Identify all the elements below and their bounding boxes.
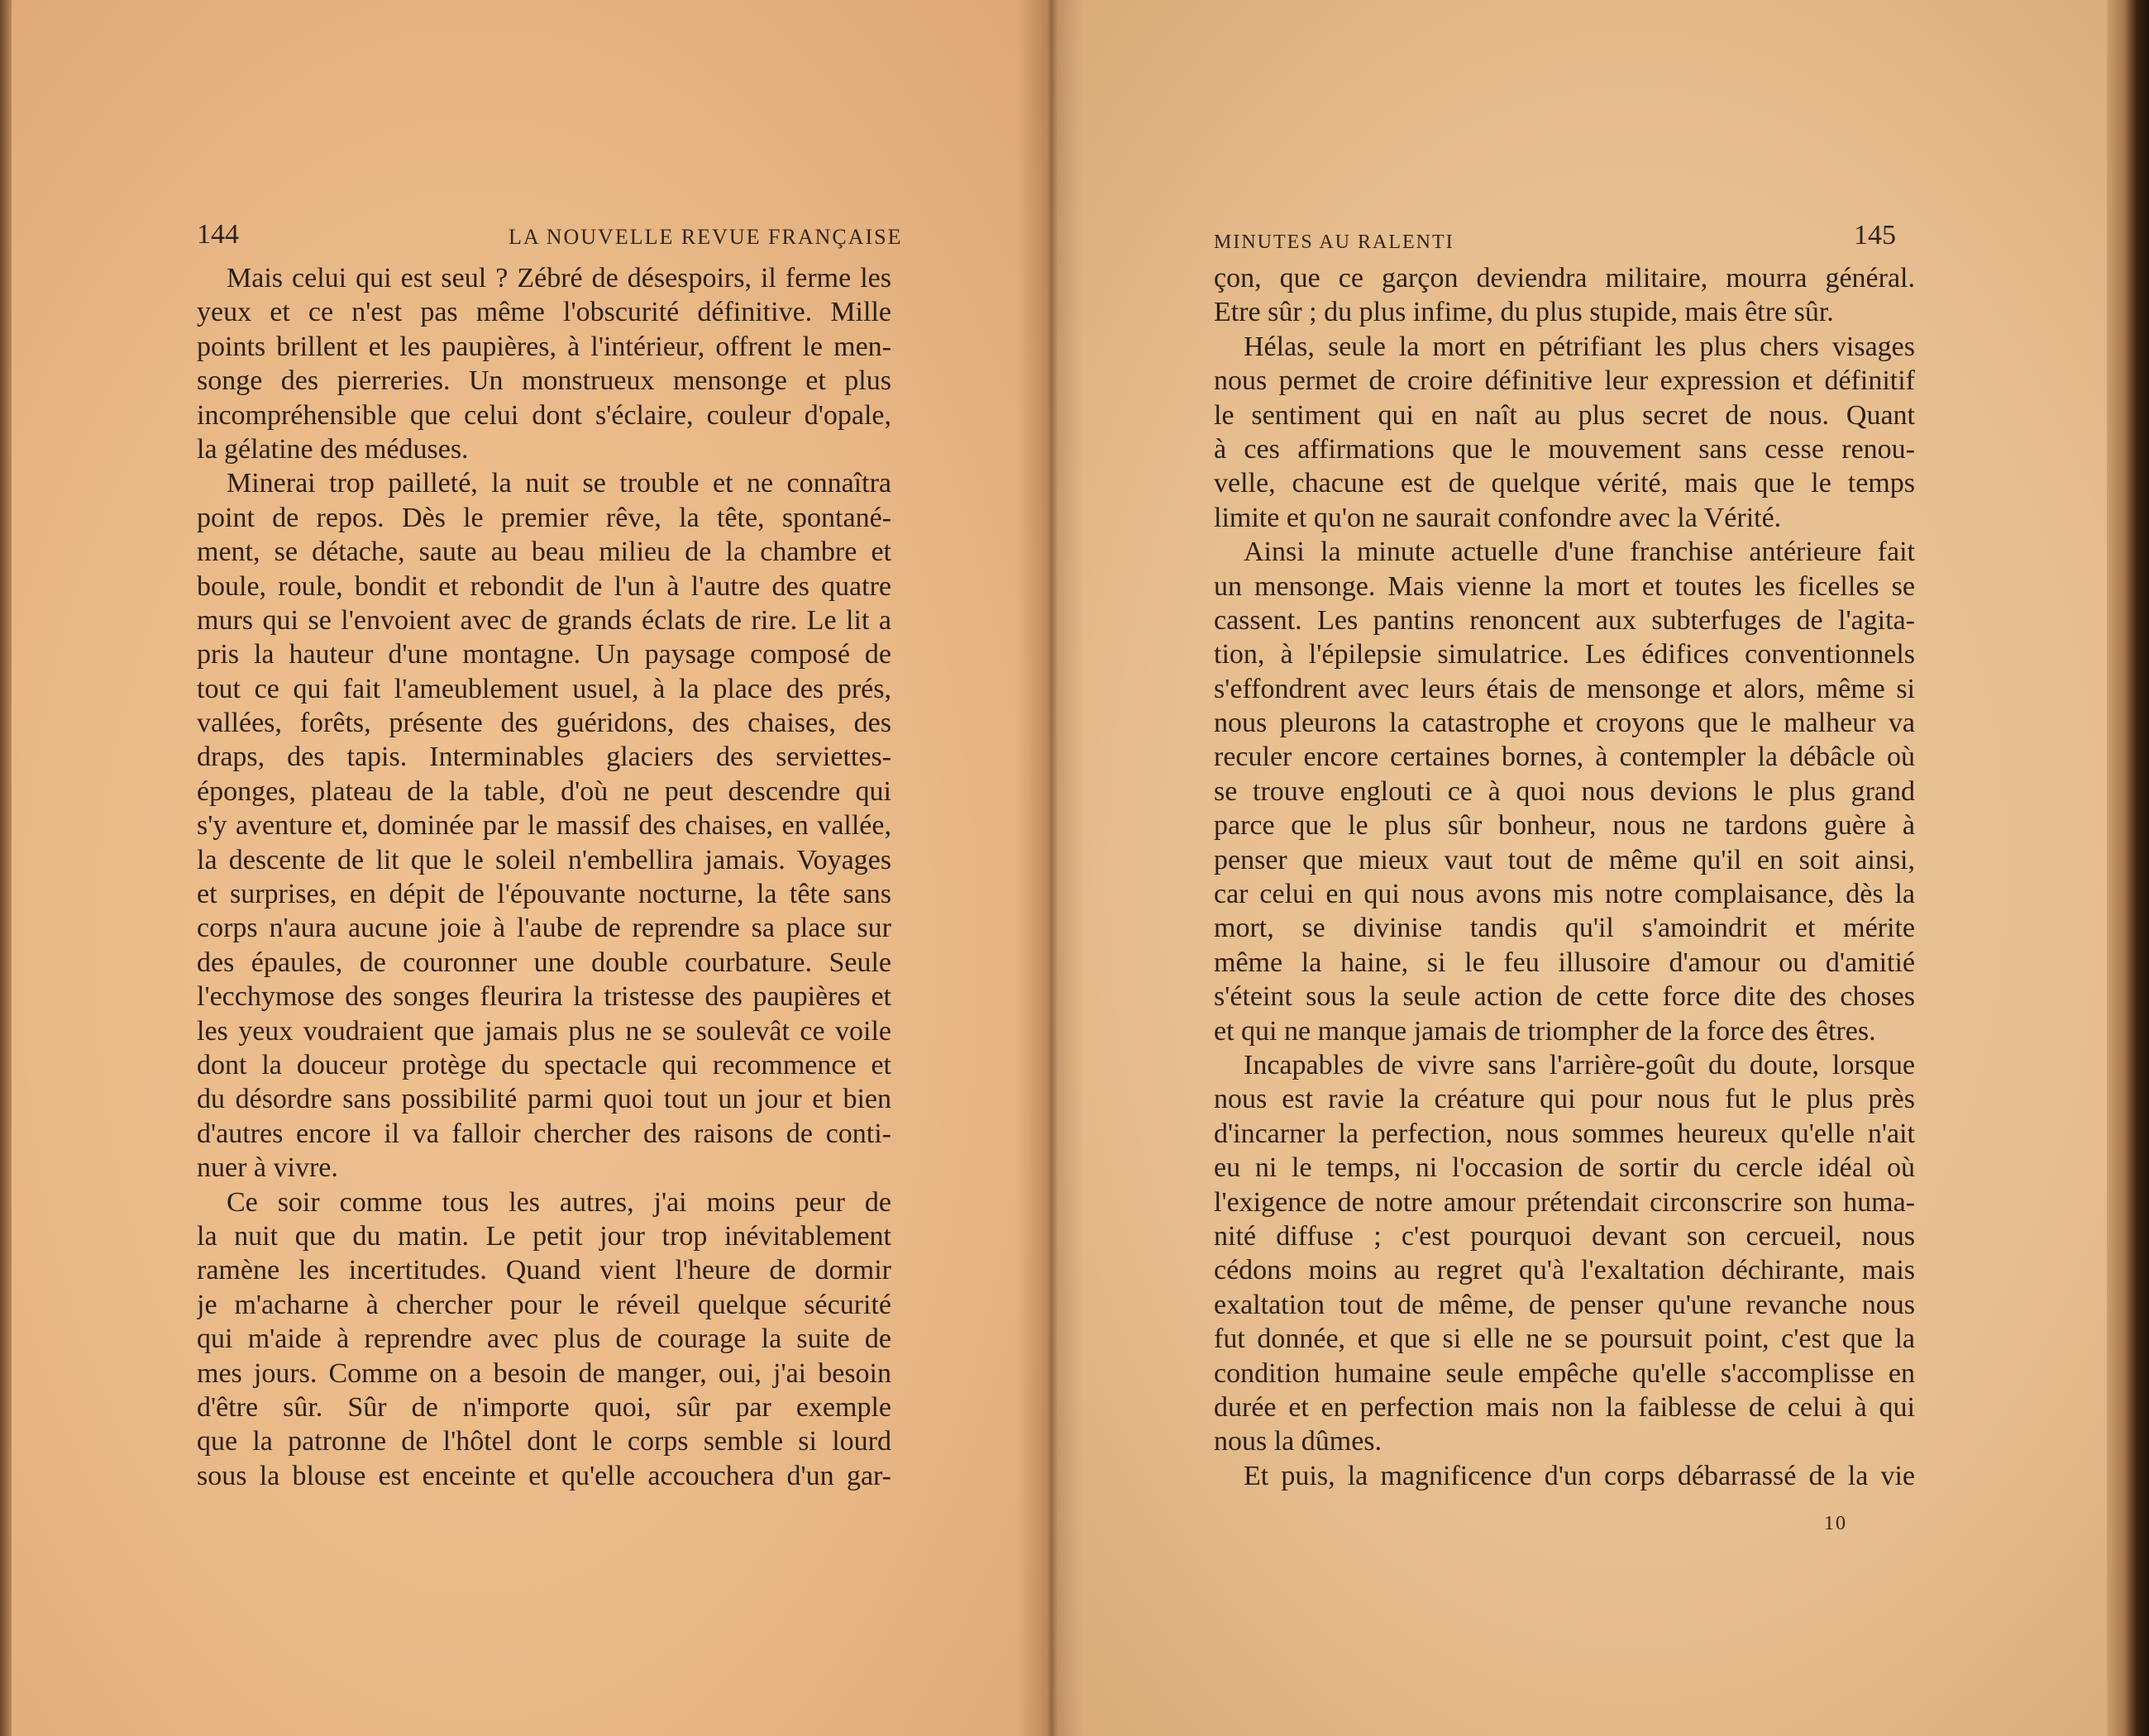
text-line: Et puis, la magnificence d'un corps débarrassé de la vie xyxy=(1244,1460,1915,1491)
text-line: et surprises, en dépit de l'épouvante nocturne, la tête sans xyxy=(197,879,891,910)
book-gutter xyxy=(1017,0,1083,1736)
text-line: velle, chacune est de quelque vérité, mais que le temps xyxy=(1214,468,1915,499)
text-line: Ainsi la minute actuelle d'une franchise antérieure fait xyxy=(1244,537,1915,568)
text-line: parce que le plus sûr bonheur, nous ne tardons guère à xyxy=(1214,810,1915,842)
text-line: incompréhensible que celui dont s'éclaire, couleur d'opale, xyxy=(197,399,891,431)
text-line: le sentiment qui en naît au plus secret de nous. Quant xyxy=(1214,399,1915,431)
text-line: nous la dûmes. xyxy=(1214,1426,1383,1457)
page-edge xyxy=(2107,0,2149,1736)
text-line: points brillent et les paupières, à l'intérieur, offrent le men- xyxy=(197,331,891,362)
text-line: cédons moins au regret qu'à l'exaltation déchirante, mais xyxy=(1214,1255,1915,1286)
signature-mark: 10 xyxy=(1824,1513,1847,1534)
text-line: corps n'aura aucune joie à l'aube de reprendre sa place sur xyxy=(197,913,891,944)
right-page-number: 145 xyxy=(1854,220,1896,250)
text-line: draps, des tapis. Interminables glaciers des serviettes- xyxy=(197,742,891,773)
text-line: murs qui se l'envoient avec de grands éclats de rire. Le lit a xyxy=(197,604,891,636)
text-line: eu ni le temps, ni l'occasion de sortir du cercle idéal où xyxy=(1214,1152,1915,1184)
text-line: tout ce qui fait l'ameublement usuel, à la place des prés, xyxy=(197,673,891,704)
left-page-text xyxy=(197,261,891,1493)
text-line: nous permet de croire définitive leur expression et définitif xyxy=(1214,365,1915,397)
text-line: fut donnée, et que si elle ne se poursuit point, c'est que la xyxy=(1214,1323,1915,1355)
text-line: sous la blouse est enceinte et qu'elle accouchera d'un gar- xyxy=(197,1460,891,1491)
text-line: du désordre sans possibilité parmi quoi tout un jour et bien xyxy=(197,1084,891,1115)
text-line: Ce soir comme tous les autres, j'ai moins peur de xyxy=(227,1186,891,1218)
text-line: je m'acharne à chercher pour le réveil quelque sécurité xyxy=(197,1289,891,1320)
text-line: ramène les incertitudes. Quand vient l'heure de dormir xyxy=(197,1255,891,1286)
text-line: Etre sûr ; du plus infime, du plus stupide, mais être sûr. xyxy=(1214,297,1834,328)
text-line: s'effondrent avec leurs étais de mensonge et alors, même si xyxy=(1214,673,1915,704)
text-line: durée et en perfection mais non la faiblesse de celui à qui xyxy=(1214,1391,1915,1423)
text-line: la nuit que du matin. Le petit jour trop inévitablement xyxy=(197,1220,891,1252)
text-line: les yeux voudraient que jamais plus ne se soulevât ce voile xyxy=(197,1015,891,1047)
text-line: d'incarner la perfection, nous sommes heureux qu'elle n'ait xyxy=(1214,1118,1915,1149)
text-line: pris la hauteur d'une montagne. Un paysage composé de xyxy=(197,639,891,670)
text-line: boule, roule, bondit et rebondit de l'un à l'autre des quatre xyxy=(197,570,891,602)
text-line: d'être sûr. Sûr de n'importe quoi, sûr par exemple xyxy=(197,1391,891,1423)
text-line: penser que mieux vaut tout de même qu'il en soit ainsi, xyxy=(1214,844,1915,875)
left-running-head: LA NOUVELLE REVUE FRANÇAISE xyxy=(509,225,903,249)
text-line: nuer à vivre. xyxy=(197,1152,338,1184)
text-line: limite et qu'on ne saurait confondre avec la Vérité. xyxy=(1214,502,1782,533)
text-line: exaltation tout de même, de penser qu'une revanche nous xyxy=(1214,1289,1915,1320)
text-line: dont la douceur protège du spectacle qui recommence et xyxy=(197,1049,891,1080)
text-line: condition humaine seule empêche qu'elle s'accomplisse en xyxy=(1214,1357,1915,1389)
text-line: l'ecchymose des songes fleurira la tristesse des paupières et xyxy=(197,981,891,1013)
text-line: et qui ne manque jamais de triompher de la force des êtres. xyxy=(1214,1015,1876,1047)
text-line: mes jours. Comme on a besoin de manger, oui, j'ai besoin xyxy=(197,1357,891,1389)
text-line: tion, à l'épilepsie simulatrice. Les édifices conventionnels xyxy=(1214,639,1915,670)
text-line: nité diffuse ; c'est pourquoi devant son cercueil, nous xyxy=(1214,1220,1915,1252)
text-line: d'autres encore il va falloir chercher des raisons de conti- xyxy=(197,1118,891,1149)
text-line: un mensonge. Mais vienne la mort et toutes les ficelles se xyxy=(1214,570,1915,602)
text-line: s'éteint sous la seule action de cette force dite des choses xyxy=(1214,981,1915,1013)
text-line: Minerai trop pailleté, la nuit se trouble et ne connaîtra xyxy=(227,468,891,499)
text-line: çon, que ce garçon deviendra militaire, mourra général. xyxy=(1214,263,1915,293)
text-line: car celui en qui nous avons mis notre complaisance, dès la xyxy=(1214,879,1915,910)
text-line: se trouve englouti ce à quoi nous devions le plus grand xyxy=(1214,775,1915,807)
text-line: reculer encore certaines bornes, à contempler la débâcle où xyxy=(1214,742,1915,773)
text-line: même la haine, si le feu illusoire d'amour ou d'amitié xyxy=(1214,947,1915,978)
text-line: Hélas, seule la mort en pétrifiant les plus chers visages xyxy=(1244,331,1915,362)
text-line: songe des pierreries. Un monstrueux mensonge et plus xyxy=(197,365,891,397)
right-page-text xyxy=(1214,261,1915,1493)
text-line: ment, se détache, saute au beau milieu de la chambre et xyxy=(197,537,891,568)
text-line: éponges, plateau de la table, d'où ne peut descendre qui xyxy=(197,775,891,807)
text-line: s'y aventure et, dominée par le massif des chaises, en vallée, xyxy=(197,810,891,842)
right-running-head: MINUTES AU RALENTI xyxy=(1214,231,1454,253)
text-line: cassent. Les pantins renoncent aux subterfuges de l'agita- xyxy=(1214,604,1915,636)
text-line: vallées, forêts, présente des guéridons, des chaises, des xyxy=(197,708,891,739)
text-line: nous est ravie la créature qui pour nous fut le plus près xyxy=(1214,1084,1915,1115)
text-line: que la patronne de l'hôtel dont le corps semble si lourd xyxy=(197,1426,891,1457)
text-line: Mais celui qui est seul ? Zébré de désespoirs, il ferme les xyxy=(227,263,891,293)
text-line: nous pleurons la catastrophe et croyons que le malheur va xyxy=(1214,708,1915,739)
text-line: mort, se divinise tandis qu'il s'amoindrit et mérite xyxy=(1214,913,1915,944)
text-line: des épaules, de couronner une double courbature. Seule xyxy=(197,947,891,978)
text-line: qui m'aide à reprendre avec plus de courage la suite de xyxy=(197,1323,891,1355)
left-page-number: 144 xyxy=(197,219,239,250)
text-line: à ces affirmations que le mouvement sans cesse renou- xyxy=(1214,433,1915,465)
text-line: la gélatine des méduses. xyxy=(197,433,469,465)
text-line: point de repos. Dès le premier rêve, la tête, spontané- xyxy=(197,502,891,533)
text-line: yeux et ce n'est pas même l'obscurité définitive. Mille xyxy=(197,297,891,328)
text-line: la descente de lit que le soleil n'embellira jamais. Voyages xyxy=(197,844,891,875)
text-line: Incapables de vivre sans l'arrière-goût du doute, lorsque xyxy=(1244,1049,1915,1080)
text-line: l'exigence de notre amour prétendait circonscrire son huma- xyxy=(1214,1186,1915,1218)
